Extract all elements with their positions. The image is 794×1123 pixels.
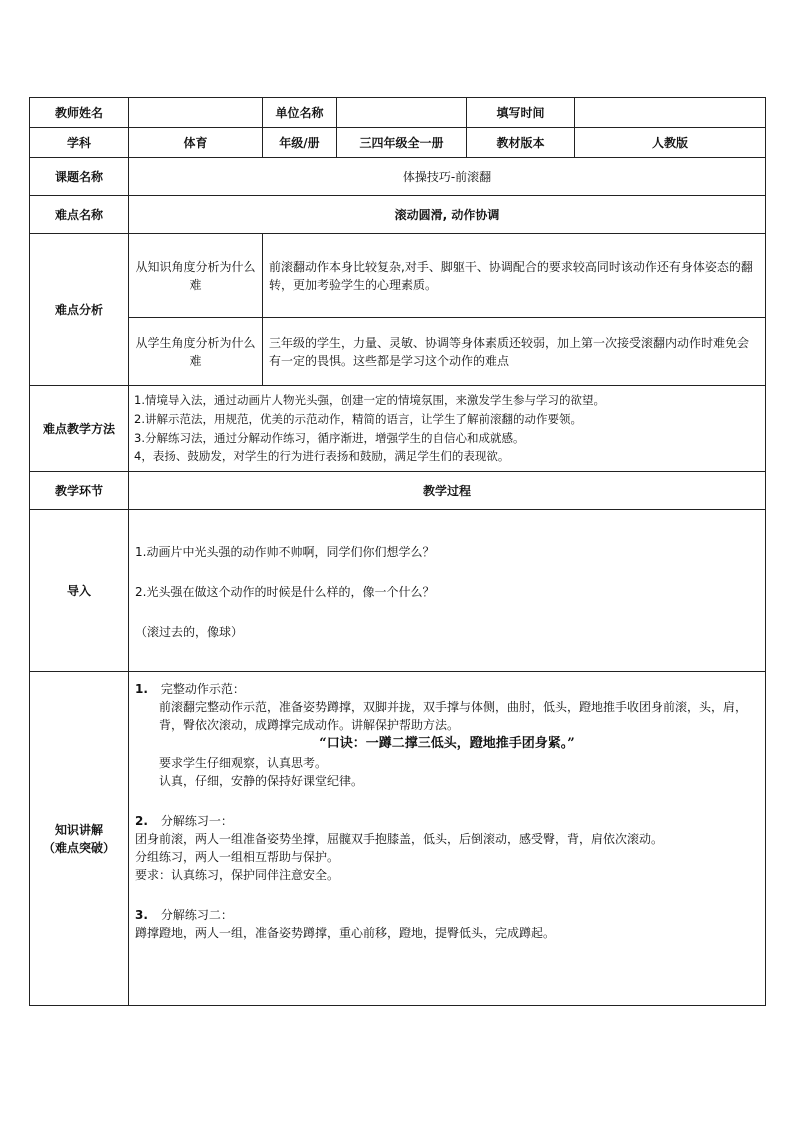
grade-label: 年级/册 bbox=[263, 128, 337, 158]
grade-value: 三四年级全一册 bbox=[337, 128, 467, 158]
method-item: 4，表扬、鼓励发，对学生的行为进行表扬和鼓励，满足学生们的表现欲。 bbox=[134, 449, 510, 464]
unit-name-value bbox=[337, 98, 467, 128]
process-header: 教学过程 bbox=[129, 472, 766, 510]
intro-question-2: 2.光头强在做这个动作的时候是什么样的，像一个什么？ bbox=[135, 584, 435, 599]
knowledge-label-line2: （难点突破） bbox=[42, 840, 115, 855]
knowledge-label-line1: 知识讲解 bbox=[54, 822, 103, 837]
knowledge-angle-label: 从知识角度分析为什么难 bbox=[129, 234, 263, 318]
intro-question-1: 1.动画片中光头强的动作帅不帅啊，同学们你们想学么？ bbox=[135, 544, 435, 559]
section-3-text: 蹲撑蹬地，两人一组，准备姿势蹲撑，重心前移，蹬地，提臀低头，完成蹲起。 bbox=[135, 925, 556, 940]
stage-header: 教学环节 bbox=[30, 472, 129, 510]
fill-date-label: 填写时间 bbox=[467, 98, 575, 128]
section-2-requirement: 要求：认真练习，保护同伴注意安全。 bbox=[135, 867, 340, 882]
lesson-plan-table bbox=[29, 97, 766, 1006]
fill-date-value bbox=[575, 98, 766, 128]
student-angle-text: 三年级的学生，力量、灵敏、协调等身体素质还较弱，加上第一次接受滚翻内动作时难免会有一定的畏惧。这些都是学习这个动作的难点 bbox=[263, 318, 766, 386]
intro-content bbox=[129, 510, 766, 672]
student-angle-label: 从学生角度分析为什么难 bbox=[129, 318, 263, 386]
knowledge-content bbox=[129, 672, 766, 1006]
unit-name-label: 单位名称 bbox=[263, 98, 337, 128]
section-2-title: 分解练习一： bbox=[160, 813, 233, 828]
intro-label: 导入 bbox=[30, 510, 129, 672]
section-1-requirement-2: 认真，仔细，安静的保持好课堂纪律。 bbox=[159, 773, 364, 788]
section-2-number: 2. bbox=[135, 813, 148, 828]
lesson-title-value: 体操技巧-前滚翻 bbox=[129, 158, 766, 196]
edition-value: 人教版 bbox=[575, 128, 766, 158]
section-2-group: 分组练习，两人一组相互帮助与保护。 bbox=[135, 849, 340, 864]
difficulty-label: 难点名称 bbox=[30, 196, 129, 234]
slogan: “口诀：一蹲二撑三低头，蹬地推手团身紧。” bbox=[319, 736, 575, 751]
section-3-number: 3. bbox=[135, 907, 148, 922]
intro-answer: （滚过去的，像球） bbox=[135, 624, 244, 639]
section-1-number: 1. bbox=[135, 682, 148, 696]
method-item: 3.分解练习法，通过分解动作练习，循序渐进，增强学生的自信心和成就感。 bbox=[134, 430, 525, 445]
edition-label: 教材版本 bbox=[467, 128, 575, 158]
methods-list bbox=[129, 386, 766, 472]
methods-label: 难点教学方法 bbox=[30, 386, 129, 472]
teacher-name-label: 教师姓名 bbox=[30, 98, 129, 128]
lesson-title-label: 课题名称 bbox=[30, 158, 129, 196]
method-item: 2.讲解示范法，用规范，优美的示范动作，精简的语言，让学生了解前滚翻的动作要领。 bbox=[134, 411, 582, 426]
difficulty-value: 滚动圆滑, 动作协调 bbox=[129, 196, 766, 234]
method-item: 1.情境导入法，通过动画片人物光头强，创建一定的情境氛围，来激发学生参与学习的欲望。 bbox=[134, 393, 605, 408]
subject-value: 体育 bbox=[129, 128, 263, 158]
section-3-title: 分解练习二： bbox=[160, 907, 233, 922]
teacher-name-value bbox=[129, 98, 263, 128]
subject-label: 学科 bbox=[30, 128, 129, 158]
section-2-text: 团身前滚，两人一组准备姿势坐撑，屈髋双手抱膝盖，低头，后倒滚动，感受臀，背，肩依次滚动。 bbox=[135, 831, 664, 846]
knowledge-angle-text: 前滚翻动作本身比较复杂,对手、脚躯干、协调配合的要求较高同时该动作还有身体姿态的翻转，更加考验学生的心理素质。 bbox=[263, 234, 766, 318]
section-1-text: 前滚翻完整动作示范，准备姿势蹲撑，双脚并拢，双手撑与体侧，曲肘，低头，蹬地推手收团身前滚，头，肩，背，臀依次滚动，成蹲撑完成动作。讲解保护帮助方法。 bbox=[159, 700, 748, 732]
knowledge-label bbox=[30, 672, 129, 1006]
section-1-title: 完整动作示范： bbox=[160, 682, 245, 696]
section-1-requirement-1: 要求学生仔细观察，认真思考。 bbox=[159, 755, 328, 770]
analysis-label: 难点分析 bbox=[30, 234, 129, 386]
